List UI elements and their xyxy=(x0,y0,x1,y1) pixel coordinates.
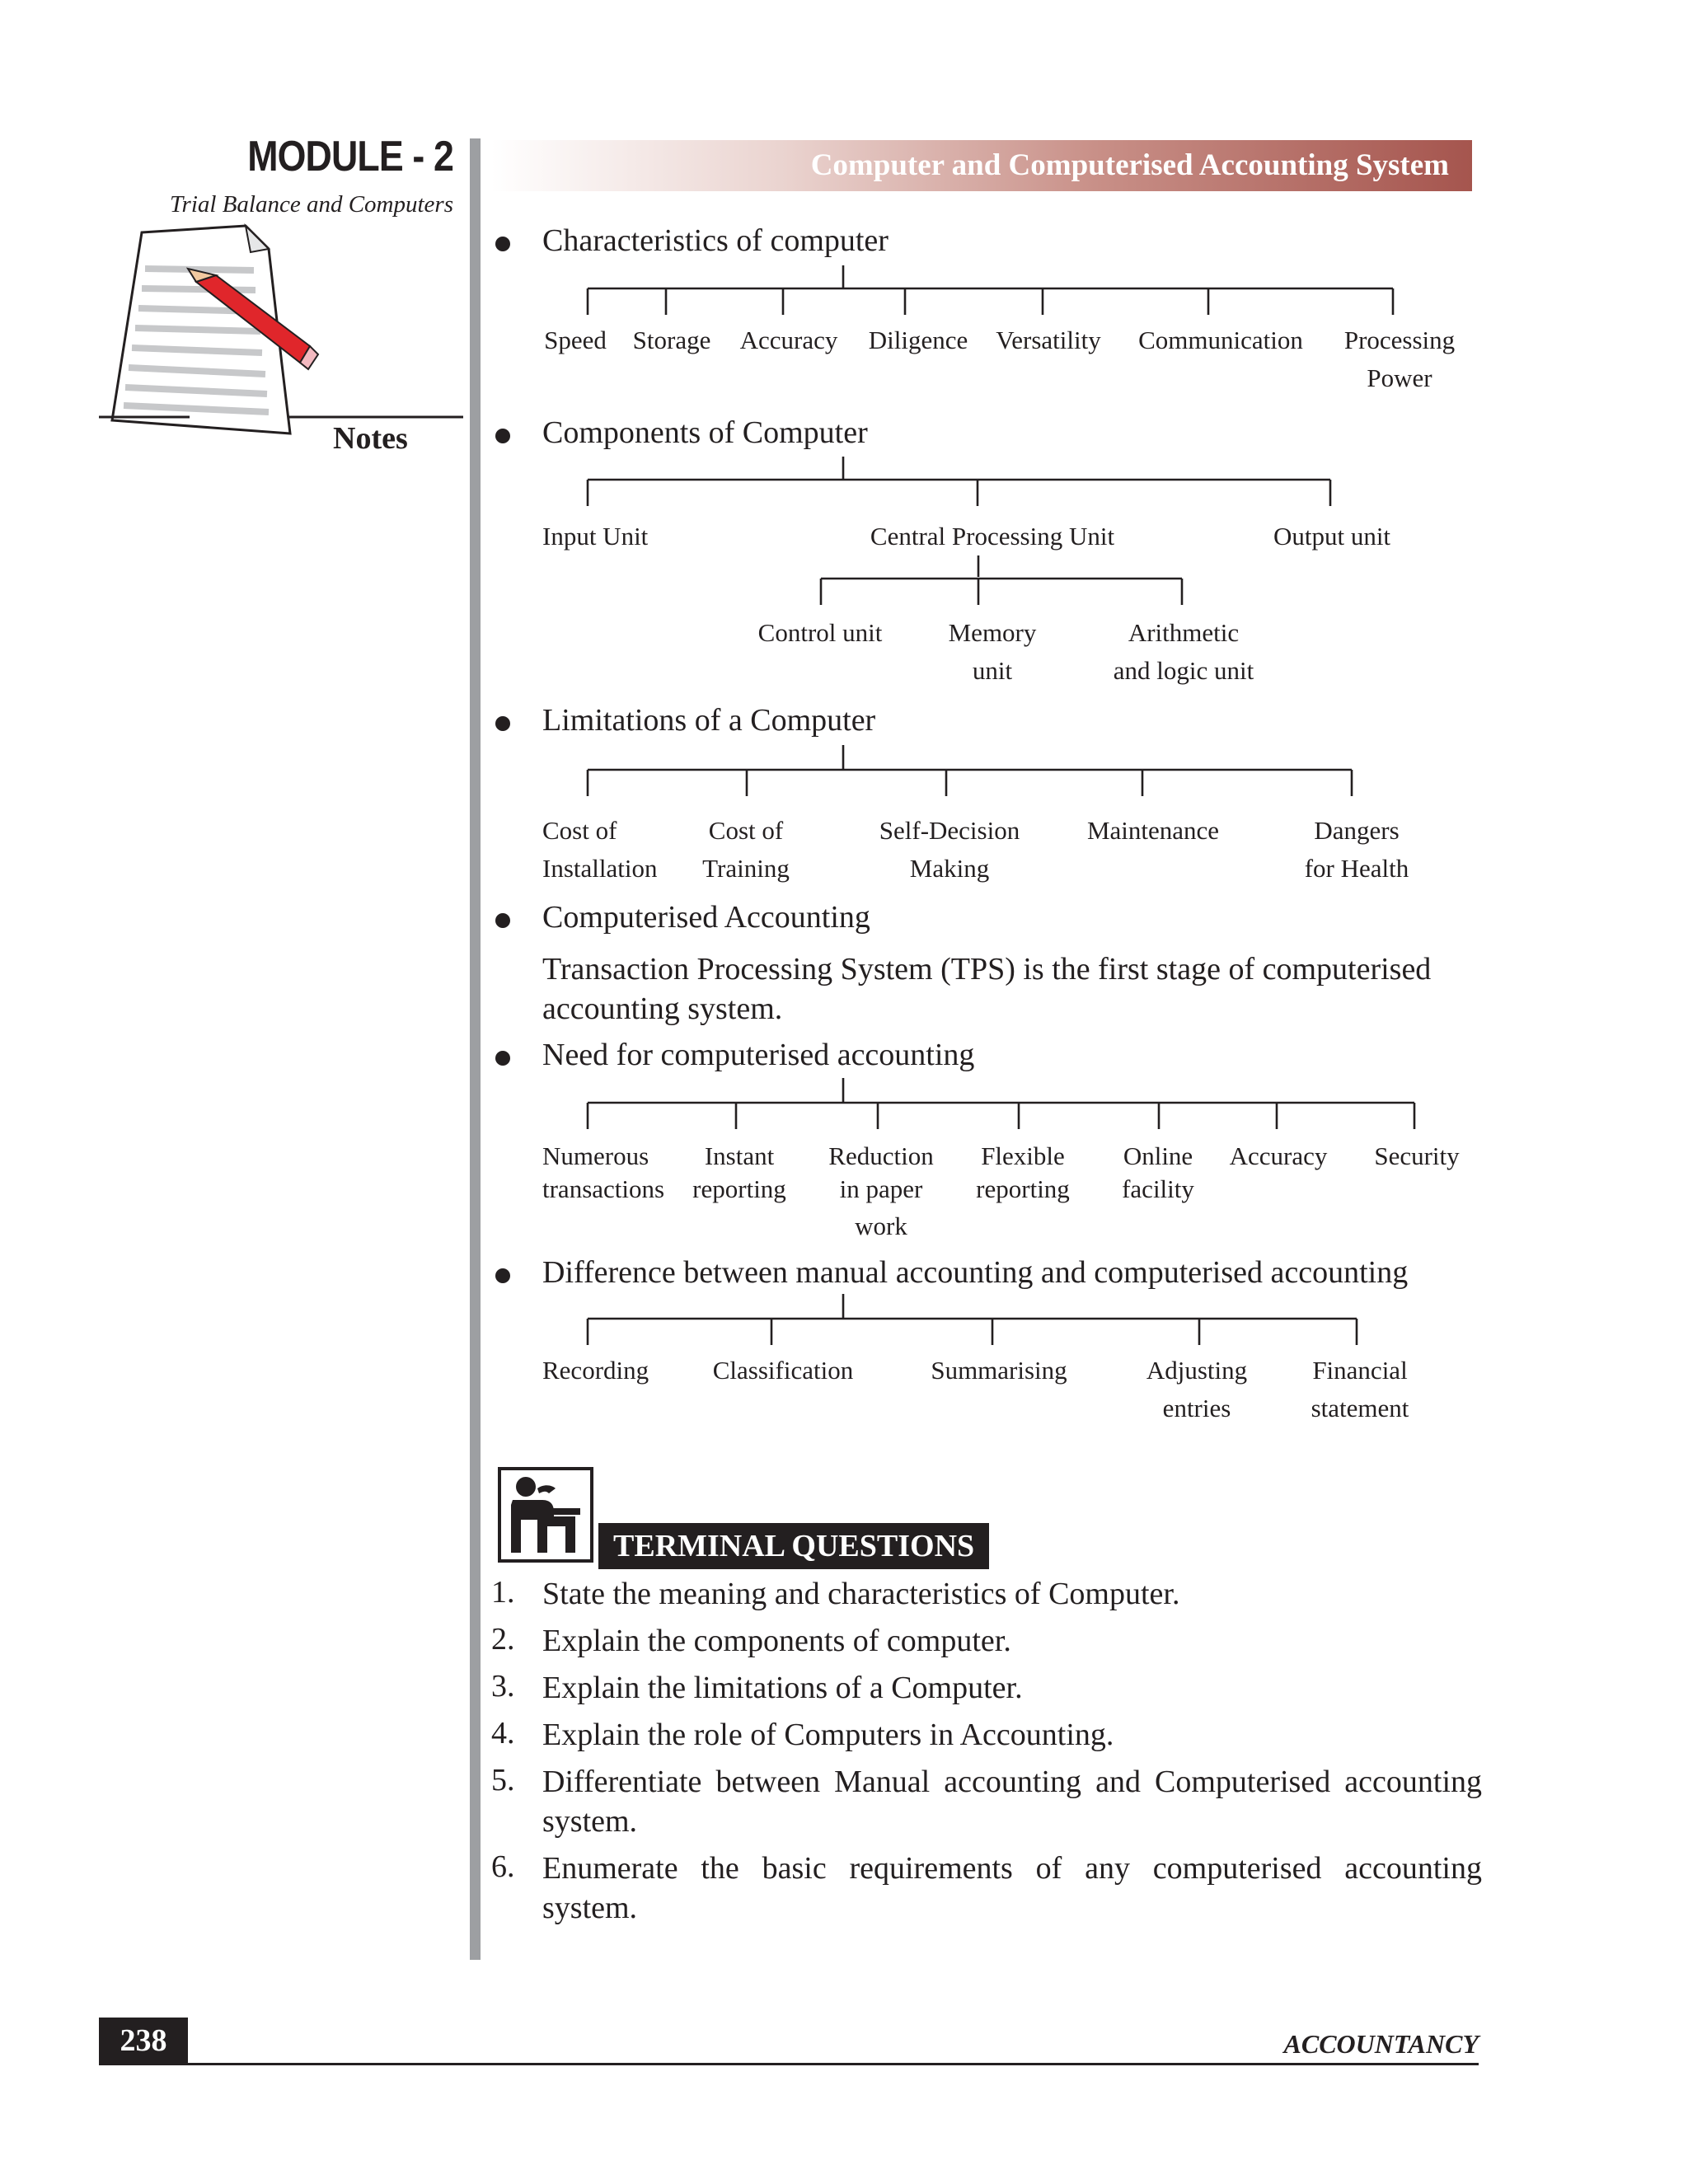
characteristic-storage: Storage xyxy=(632,326,711,354)
difference-entries: entries xyxy=(1162,1394,1231,1422)
characteristic-power: Power xyxy=(1367,363,1432,392)
need-facility: facility xyxy=(1122,1174,1194,1203)
limitation-cost-of-2: Cost of xyxy=(708,816,784,845)
characteristic-processing: Processing xyxy=(1343,326,1456,354)
need-work: work xyxy=(855,1212,907,1240)
limitation-self-decision: Self-Decision xyxy=(879,816,1020,845)
cpu-logic-unit: and logic unit xyxy=(1113,656,1254,685)
need-accuracy: Accuracy xyxy=(1229,1141,1328,1170)
difference-classification: Classification xyxy=(712,1356,854,1385)
need-online: Online xyxy=(1123,1141,1193,1170)
need-in-paper: in paper xyxy=(839,1174,923,1203)
characteristic-accuracy: Accuracy xyxy=(739,326,838,354)
question-number: 2. xyxy=(491,1622,515,1657)
question-text-continued: system. xyxy=(542,1891,638,1925)
component-output-unit: Output unit xyxy=(1273,522,1391,551)
cpu-memory: Memory xyxy=(948,618,1037,647)
limitation-cost-of-1: Cost of xyxy=(542,816,617,845)
difference-heading: Difference between manual accounting and computerised accounting xyxy=(542,1255,1409,1290)
question-text: State the meaning and characteristics of Computer. xyxy=(542,1577,1180,1611)
cpu-memory-unit: unit xyxy=(972,656,1013,685)
terminal-questions-icon xyxy=(498,1467,593,1563)
bullet-icon xyxy=(495,716,510,731)
question-text: Explain the limitations of a Computer. xyxy=(542,1671,1023,1705)
limitation-installation: Installation xyxy=(542,854,658,883)
question-number: 4. xyxy=(491,1716,515,1750)
need-security: Security xyxy=(1374,1141,1460,1170)
limitation-for-health: for Health xyxy=(1304,854,1409,883)
need-reporting: reporting xyxy=(692,1174,786,1203)
question-number: 5. xyxy=(491,1763,515,1797)
difference-recording: Recording xyxy=(542,1356,649,1385)
need-numerous: Numerous xyxy=(542,1141,649,1170)
bullet-icon xyxy=(495,429,510,443)
component-cpu: Central Processing Unit xyxy=(870,522,1115,551)
difference-statement: statement xyxy=(1311,1394,1409,1422)
bullet-icon xyxy=(495,1268,510,1283)
need-heading: Need for computerised accounting xyxy=(542,1038,975,1072)
question-text: Enumerate the basic requirements of any computerised accounting xyxy=(542,1851,1482,1886)
limitations-heading: Limitations of a Computer xyxy=(542,703,876,738)
limitation-making: Making xyxy=(909,854,990,883)
question-number: 3. xyxy=(491,1669,515,1704)
components-heading: Components of Computer xyxy=(542,415,868,450)
characteristics-heading: Characteristics of computer xyxy=(542,223,889,258)
need-flexible: Flexible xyxy=(981,1141,1065,1170)
limitation-maintenance: Maintenance xyxy=(1086,816,1220,845)
need-instant: Instant xyxy=(704,1141,775,1170)
question-text: Explain the components of computer. xyxy=(542,1624,1011,1658)
component-input-unit: Input Unit xyxy=(542,522,649,551)
chapter-header: Computer and Computerised Accounting System xyxy=(491,140,1472,191)
module-title: MODULE - 2 xyxy=(247,133,453,180)
terminal-questions-title: TERMINAL QUESTIONS xyxy=(598,1523,989,1569)
need-transactions: transactions xyxy=(542,1174,665,1203)
characteristic-diligence: Diligence xyxy=(868,326,968,354)
bullet-icon xyxy=(495,237,510,251)
limitation-training: Training xyxy=(702,854,790,883)
characteristic-speed: Speed xyxy=(544,326,607,354)
difference-financial: Financial xyxy=(1312,1356,1408,1385)
cpu-arithmetic: Arithmetic xyxy=(1128,618,1240,647)
notes-label: Notes xyxy=(333,421,408,456)
footer-rule xyxy=(99,2063,1479,2065)
difference-summarising: Summarising xyxy=(931,1356,1067,1385)
page-number: 238 xyxy=(99,2018,188,2064)
computerised-heading: Computerised Accounting xyxy=(542,900,870,935)
module-subtitle: Trial Balance and Computers xyxy=(170,191,453,218)
characteristic-versatility: Versatility xyxy=(996,326,1101,354)
characteristic-communication: Communication xyxy=(1138,326,1303,354)
limitation-dangers: Dangers xyxy=(1314,816,1400,845)
need-flexible-reporting: reporting xyxy=(976,1174,1070,1203)
bullet-icon xyxy=(495,1051,510,1066)
tps-paragraph: Transaction Processing System (TPS) is the first stage of computerised accounting system. xyxy=(542,952,1432,1026)
bullet-icon xyxy=(495,913,510,928)
question-text-continued: system. xyxy=(542,1804,638,1839)
need-reduction: Reduction xyxy=(828,1141,934,1170)
footer-subject: ACCOUNTANCY xyxy=(1283,2029,1479,2059)
cpu-control-unit: Control unit xyxy=(757,618,883,647)
question-text: Explain the role of Computers in Accounting. xyxy=(542,1718,1114,1752)
difference-adjusting: Adjusting xyxy=(1146,1356,1248,1385)
question-number: 1. xyxy=(491,1575,515,1610)
question-text: Differentiate between Manual accounting and Computerised accounting xyxy=(542,1765,1482,1799)
question-number: 6. xyxy=(491,1849,515,1884)
